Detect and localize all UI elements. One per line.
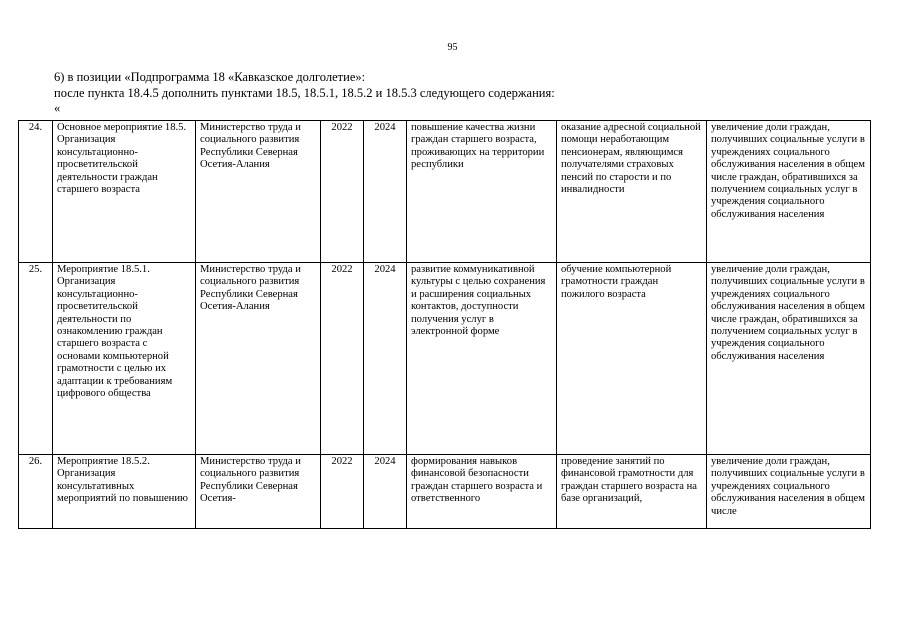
goal-text: формирования навыков финансовой безопасности граждан старшего возраста и ответственного [411,456,543,505]
end-year-text: 2024 [374,456,396,467]
indicator-cell: увеличение доли граждан, получивших социальные услуги в учреждениях социального обслуживания населения в общем числе граждан, обратившихся за получением социальных услуг в учреждения социального обслуживания населения [707,121,871,263]
activity-text: Мероприятие 18.5.2. Организация консультативных мероприятий по повышению [57,456,188,505]
program-table [18,120,871,529]
end-year-cell: 2024 [364,121,407,263]
intro-line-2: после пункта 18.4.5 дополнить пунктами 18.5, 18.5.1, 18.5.2 и 18.5.3 следующего содержания: [54,85,555,100]
intro-line-3: « [54,101,61,115]
page-number: 95 [447,42,458,53]
start-year-cell [321,455,364,529]
executor-cell: Министерство труда и социального развития Республики Северная Осетия-Алания [196,263,321,455]
indicator-text: увеличение доли граждан, получивших социальные услуги в учреждениях социального обслуживания населения в общем числе [711,456,865,517]
executor-cell: Министерство труда и социального развития Республики Северная Осетия-Алания [196,121,321,263]
result-cell [557,455,707,529]
start-year-cell: 2022 [321,263,364,455]
row-number [19,455,53,529]
activity-cell: Основное мероприятие 18.5. Организация консультационно-просветительской деятельности граждан старшего возраста [53,121,196,263]
intro-text [54,70,874,117]
start-year-cell: 2022 [321,121,364,263]
executor-cell [196,455,321,529]
end-year-cell: 2024 [364,263,407,455]
result-text: проведение занятий по финансовой грамотности для граждан старшего возраста на базе организаций, [561,456,698,505]
indicator-cell: увеличение доли граждан, получивших социальные услуги в учреждениях социального обслуживания населения в общем числе граждан, обратившихся за получением социальных услуг в учреждения социального обслуживания населения [707,263,871,455]
executor-text: Министерство труда и социального развития Республики Северная Осетия- [200,456,301,505]
goal-cell: развитие коммуникативной культуры с целью сохранения и расширения социальных контактов, доступности получения услуг в электронной форме [407,263,557,455]
result-cell: обучение компьютерной грамотности граждан пожилого возраста [557,263,707,455]
table-row [19,455,871,529]
goal-cell [407,455,557,529]
end-year-cell [364,455,407,529]
table-row [19,121,871,263]
indicator-cell [707,455,871,529]
activity-cell: Мероприятие 18.5.1. Организация консультационно-просветительской деятельности по ознакомлению граждан старшего возраста с основами компьютерной грамотности с целью их адаптации к требованиям цифрового общества [53,263,196,455]
result-cell: оказание адресной социальной помощи неработающим пенсионерам, являющимся получателями страховых пенсий по старости и по инвалидности [557,121,707,263]
activity-cell [53,455,196,529]
row-number-text: 26. [28,456,43,467]
goal-cell: повышение качества жизни граждан старшего возраста, проживающих на территории республики [407,121,557,263]
intro-line-1: 6) в позиции «Подпрограмма 18 «Кавказское долголетие»: [54,70,366,84]
row-number: 25. [19,263,53,455]
start-year-text: 2022 [331,456,353,467]
row-number: 24. [19,121,53,263]
table-row [19,263,871,455]
